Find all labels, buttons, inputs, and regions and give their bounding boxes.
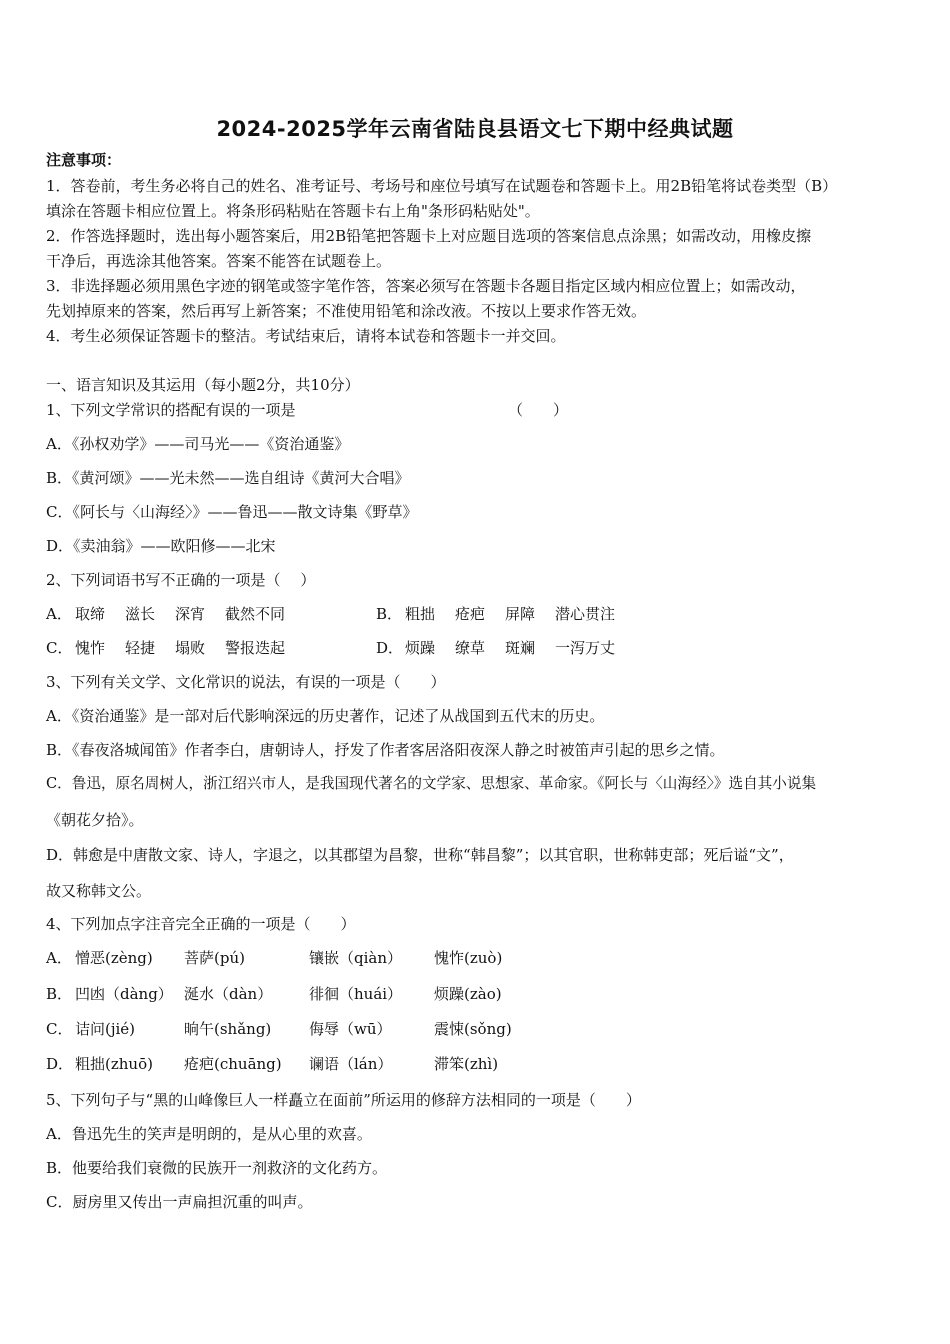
question-3-option-a: A．《资治通鉴》是一部对后代影响深远的历史著作，记述了从战国到五代末的历史。 <box>46 707 605 725</box>
question-2-stem: 2、下列词语书写不正确的一项是（ ） <box>46 571 316 589</box>
question-3-stem: 3、下列有关文学、文化常识的说法，有误的一项是（ ） <box>46 673 446 691</box>
pinyin-item: 镶嵌（qiàn） <box>309 949 403 967</box>
question-5-option-b: B．他要给我们衰微的民族开一剂救济的文化药方。 <box>46 1159 388 1177</box>
option-label: D． <box>46 1055 74 1073</box>
word: 一泻万丈 <box>555 639 616 657</box>
word: 滋长 <box>125 605 156 623</box>
pinyin-item: 徘徊（huái） <box>309 985 403 1003</box>
word: 愧怍 <box>75 639 106 657</box>
word: 轻捷 <box>125 639 156 657</box>
word: 深宵 <box>175 605 206 623</box>
page-title: 2024-2025学年云南省陆良县语文七下期中经典试题 <box>216 117 734 141</box>
option-label: B． <box>376 605 403 623</box>
word: 疮疤 <box>455 605 486 623</box>
question-3-option-c-cont: 《朝花夕拾》。 <box>46 811 144 829</box>
pinyin-item: 滞笨(zhì) <box>434 1055 499 1073</box>
question-1-option-a: A．《孙权劝学》——司马光——《资治通鉴》 <box>46 435 350 453</box>
word: 截然不同 <box>225 605 286 623</box>
word: 缭草 <box>455 639 486 657</box>
option-label: D． <box>376 639 404 657</box>
option-label: C． <box>46 1020 73 1038</box>
pinyin-item: 菩萨(pú) <box>184 949 245 967</box>
word: 烦躁 <box>405 639 436 657</box>
question-3-option-d-cont: 故又称韩文公。 <box>46 882 152 900</box>
question-1-option-d: D．《卖油翁》——欧阳修——北宋 <box>46 537 276 555</box>
notice-line: 填涂在答题卡相应位置上。将条形码粘贴在答题卡右上角"条形码粘贴处"。 <box>46 202 540 220</box>
notice-line: 2．作答选择题时，选出每小题答案后，用2B铅笔把答题卡上对应题目选项的答案信息点涂黑；如需改动，用橡皮擦 <box>46 227 812 245</box>
pinyin-item: 晌午(shǎng) <box>184 1020 272 1038</box>
pinyin-item: 疮疤(chuāng) <box>184 1055 282 1073</box>
section-heading: 一、语言知识及其运用（每小题2分，共10分） <box>46 376 360 394</box>
question-1-option-b: B．《黄河颂》——光未然——选自组诗《黄河大合唱》 <box>46 469 410 487</box>
option-label: C． <box>46 639 73 657</box>
option-label: A． <box>46 605 72 623</box>
pinyin-item: 侮辱（wū） <box>309 1020 392 1038</box>
pinyin-item: 谰语（lán） <box>309 1055 393 1073</box>
notice-line: 4．考生必须保证答题卡的整洁。考试结束后，请将本试卷和答题卡一并交回。 <box>46 327 566 345</box>
pinyin-item: 凹凼（dàng） <box>75 985 173 1003</box>
word: 警报迭起 <box>225 639 286 657</box>
pinyin-item: 涎水（dàn） <box>184 985 273 1003</box>
question-1-bracket: （ ） <box>508 401 569 419</box>
question-4-stem: 4、下列加点字注音完全正确的一项是（ ） <box>46 915 356 933</box>
word: 屏障 <box>505 605 536 623</box>
pinyin-item: 诘问(jié) <box>75 1020 136 1038</box>
question-3-option-c: C．鲁迅，原名周树人，浙江绍兴市人，是我国现代著名的文学家、思想家、革命家。《阿长与〈山海经〉》选自其小说集 <box>46 775 817 792</box>
notice-line: 干净后，再选涂其他答案。答案不能答在试题卷上。 <box>46 252 392 270</box>
pinyin-item: 愧怍(zuò) <box>434 949 503 967</box>
notice-line: 3．非选择题必须用黑色字迹的钢笔或签字笔作答，答案必须写在答题卡各题目指定区域内相应位置上；如需改动， <box>46 277 806 295</box>
pinyin-item: 震悚(sǒng) <box>434 1020 512 1038</box>
notice-line: 1．答卷前，考生务必将自己的姓名、准考证号、考场号和座位号填写在试题卷和答题卡上。用2B铅笔将试卷类型（B） <box>46 177 838 195</box>
question-1-stem: 1、下列文学常识的搭配有误的一项是 <box>46 401 296 419</box>
pinyin-item: 粗拙(zhuō) <box>75 1055 153 1073</box>
question-3-option-b: B．《春夜洛城闻笛》作者李白，唐朝诗人，抒发了作者客居洛阳夜深人静之时被笛声引起的思乡之情。 <box>46 741 725 759</box>
option-label: A． <box>46 949 72 967</box>
question-3-option-d: D．韩愈是中唐散文家、诗人，字退之，以其郡望为昌黎，世称“韩昌黎”；以其官职，世称韩吏部；死后谥“文”， <box>46 846 794 864</box>
word: 塌败 <box>175 639 206 657</box>
notice-line: 先划掉原来的答案，然后再写上新答案；不准使用铅笔和涂改液。不按以上要求作答无效。 <box>46 302 647 320</box>
question-5-option-a: A．鲁迅先生的笑声是明朗的，是从心里的欢喜。 <box>46 1125 372 1143</box>
pinyin-item: 憎恶(zèng) <box>75 949 153 967</box>
word: 取缔 <box>75 605 106 623</box>
notice-heading: 注意事项： <box>46 151 122 169</box>
option-label: B． <box>46 985 73 1003</box>
word: 斑斓 <box>505 639 536 657</box>
question-5-option-c: C．厨房里又传出一声扁担沉重的叫声。 <box>46 1193 313 1211</box>
word: 潜心贯注 <box>555 605 616 623</box>
pinyin-item: 烦躁(zào) <box>434 985 502 1003</box>
question-5-stem: 5、下列句子与“黑的山峰像巨人一样矗立在面前”所运用的修辞方法相同的一项是（ ） <box>46 1091 641 1109</box>
word: 粗拙 <box>405 605 436 623</box>
question-1-option-c: C．《阿长与〈山海经〉》——鲁迅——散文诗集《野草》 <box>46 503 418 521</box>
